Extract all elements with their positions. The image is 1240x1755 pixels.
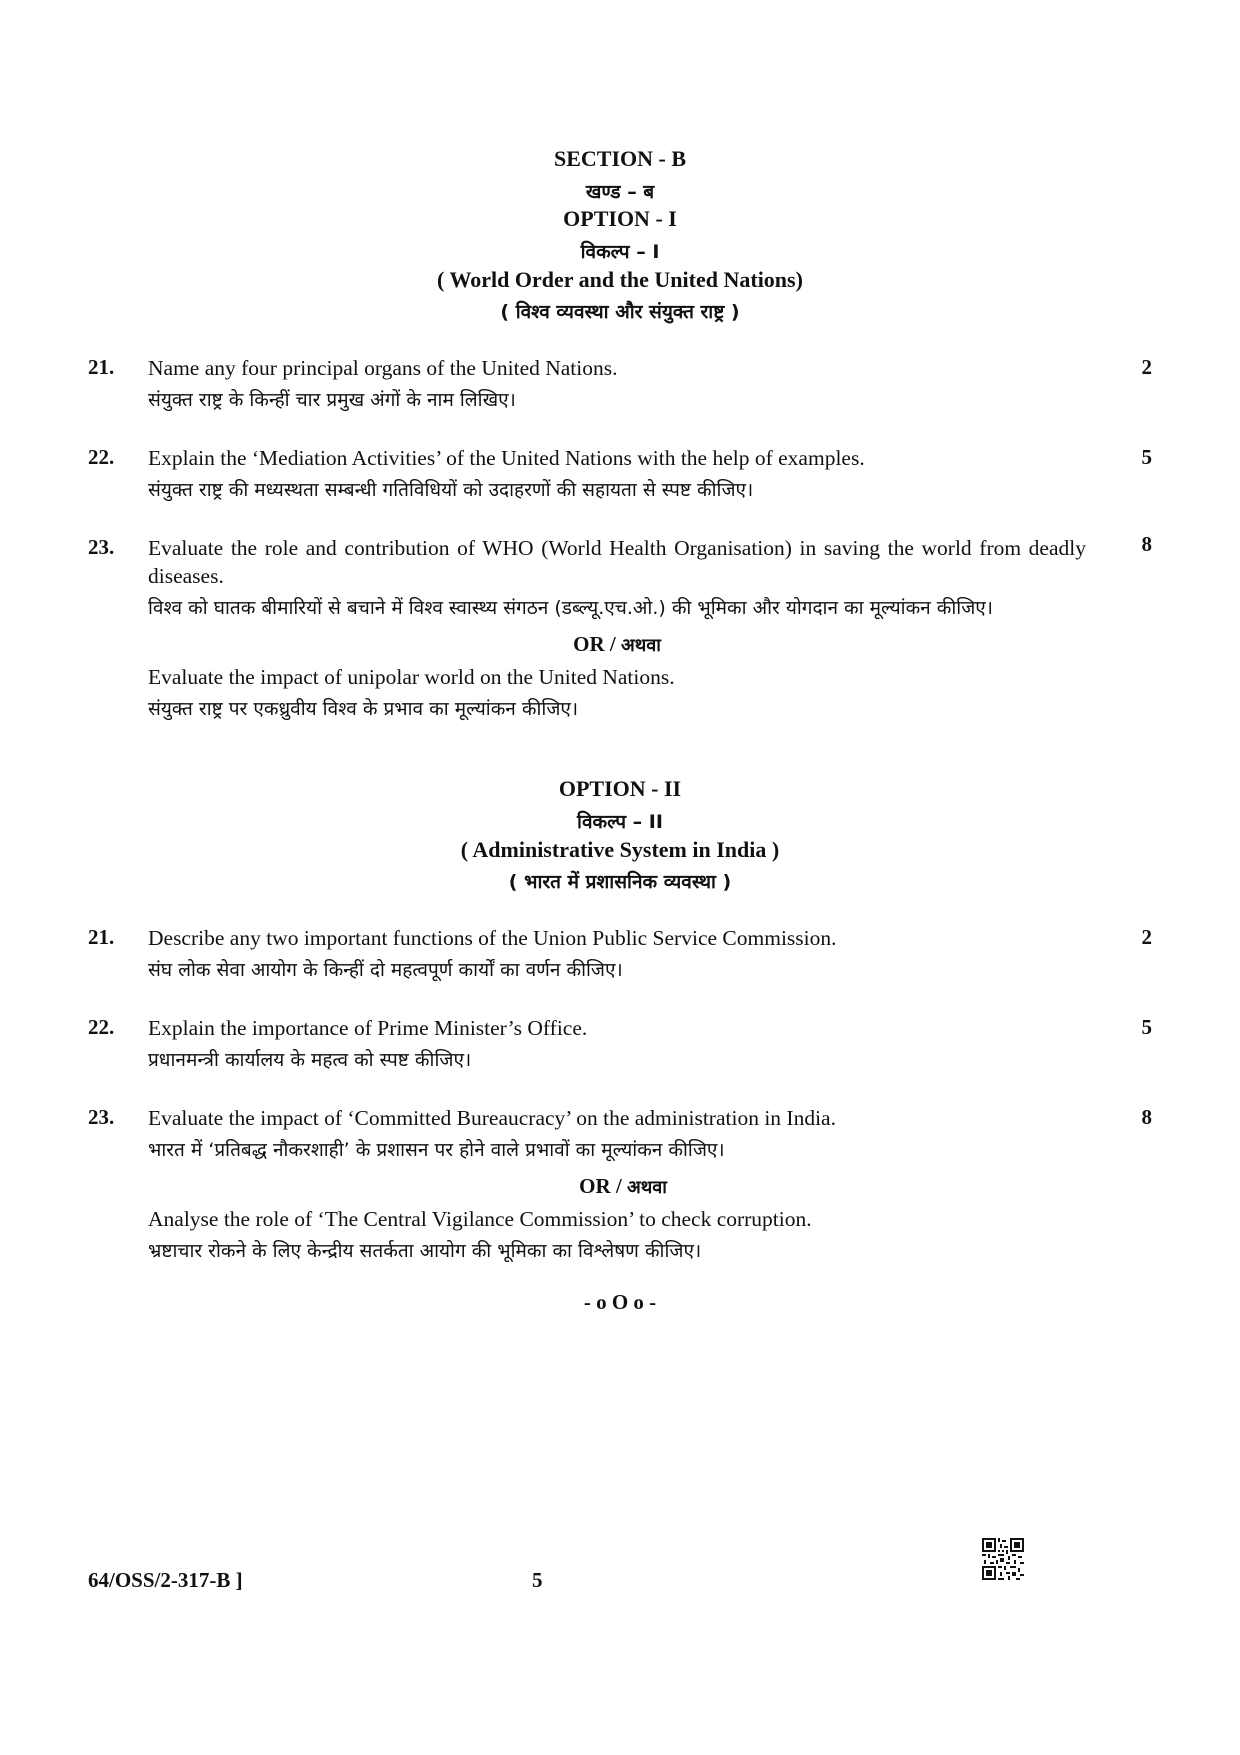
question-marks: 5 — [1141, 445, 1152, 469]
question-marks: 8 — [1141, 1105, 1152, 1129]
or-divider — [148, 632, 1086, 657]
question-body — [148, 924, 1098, 984]
alternative-question-text-hindi: भ्रष्टाचार रोकने के लिए केन्द्रीय सतर्कता आयोग की भूमिका का विश्लेषण कीजिए। — [148, 1240, 702, 1262]
or-label-hindi: अथवा — [626, 1177, 667, 1198]
question-text-hindi: प्रधानमन्त्री कार्यालय के महत्व को स्पष्ट कीजिए। — [148, 1049, 472, 1071]
end-of-paper-mark: - o O o - — [583, 1290, 657, 1314]
paper-code: 64/OSS/2-317-B ] — [88, 1568, 243, 1592]
question-marks: 2 — [1141, 925, 1152, 949]
or-label-hindi: अथवा — [620, 635, 661, 656]
question-body — [148, 354, 1098, 414]
question-marks: 8 — [1141, 532, 1152, 556]
question-number: 22. — [88, 445, 115, 469]
question-text: Name any four principal organs of the United Nations. — [148, 356, 618, 380]
section-title-hindi: खण्ड – ब — [585, 181, 655, 203]
question-text-hindi: संयुक्त राष्ट्र के किन्हीं चार प्रमुख अंगों के नाम लिखिए। — [148, 389, 516, 411]
question-text: Explain the ‘Mediation Activities’ of the United Nations with the help of examples. — [148, 446, 865, 470]
question-body — [148, 1014, 1098, 1074]
or-label: OR / — [573, 632, 616, 656]
question-number: 22. — [88, 1015, 115, 1039]
alternative-question-text-hindi: संयुक्त राष्ट्र पर एकध्रुवीय विश्व के प्रभाव का मूल्यांकन कीजिए। — [148, 698, 579, 720]
question-number: 23. — [88, 1105, 115, 1129]
option2-title-hindi: विकल्प – II — [577, 811, 663, 833]
option1-subtitle: ( World Order and the United Nations) — [437, 267, 803, 292]
question-text-hindi: संयुक्त राष्ट्र की मध्यस्थता सम्बन्धी गतिविधियों को उदाहरणों की सहायता से स्पष्ट कीजिए। — [148, 479, 754, 501]
or-divider — [148, 1174, 1098, 1199]
question-text: Evaluate the role and contribution of WHO (World Health Organisation) in saving the world from deadly diseases. — [148, 536, 1086, 588]
question-body — [148, 444, 1098, 504]
question-text-hindi: भारत में ‘प्रतिबद्ध नौकरशाही’ के प्रशासन पर होने वाले प्रभावों का मूल्यांकन कीजिए। — [148, 1139, 725, 1161]
page-number: 5 — [532, 1568, 543, 1592]
option2-subtitle: ( Administrative System in India ) — [460, 837, 780, 862]
or-label: OR / — [579, 1174, 622, 1198]
question-number: 21. — [88, 355, 115, 379]
section-title: SECTION - B — [553, 146, 687, 171]
question-body — [148, 1104, 1098, 1265]
alternative-question-text: Analyse the role of ‘The Central Vigilance Commission’ to check corruption. — [148, 1207, 812, 1231]
question-text-hindi: विश्व को घातक बीमारियों से बचाने में विश्व स्वास्थ्य संगठन (डब्ल्यू.एच.ओ.) की भूमिका और योगदान का मूल्यांकन कीजिए। — [148, 597, 994, 619]
question-text-hindi: संघ लोक सेवा आयोग के किन्हीं दो महत्वपूर्ण कार्यों का वर्णन कीजिए। — [148, 959, 623, 981]
question-body — [148, 534, 1086, 723]
qr-code-icon — [982, 1538, 1024, 1580]
question-text: Explain the importance of Prime Minister’s Office. — [148, 1016, 588, 1040]
question-marks: 5 — [1141, 1015, 1152, 1039]
option2-subtitle-hindi: ( भारत में प्रशासनिक व्यवस्था ) — [508, 871, 732, 893]
question-text: Evaluate the impact of ‘Committed Bureaucracy’ on the administration in India. — [148, 1106, 836, 1130]
question-number: 23. — [88, 535, 115, 559]
option2-title: OPTION - II — [558, 776, 682, 801]
question-text: Describe any two important functions of the Union Public Service Commission. — [148, 926, 837, 950]
question-marks: 2 — [1141, 355, 1152, 379]
option1-title: OPTION - I — [563, 206, 677, 231]
option1-title-hindi: विकल्प – I — [580, 241, 660, 263]
option1-subtitle-hindi: ( विश्व व्यवस्था और संयुक्त राष्ट्र ) — [500, 301, 740, 323]
question-number: 21. — [88, 925, 115, 949]
alternative-question-text: Evaluate the impact of unipolar world on the United Nations. — [148, 665, 675, 689]
